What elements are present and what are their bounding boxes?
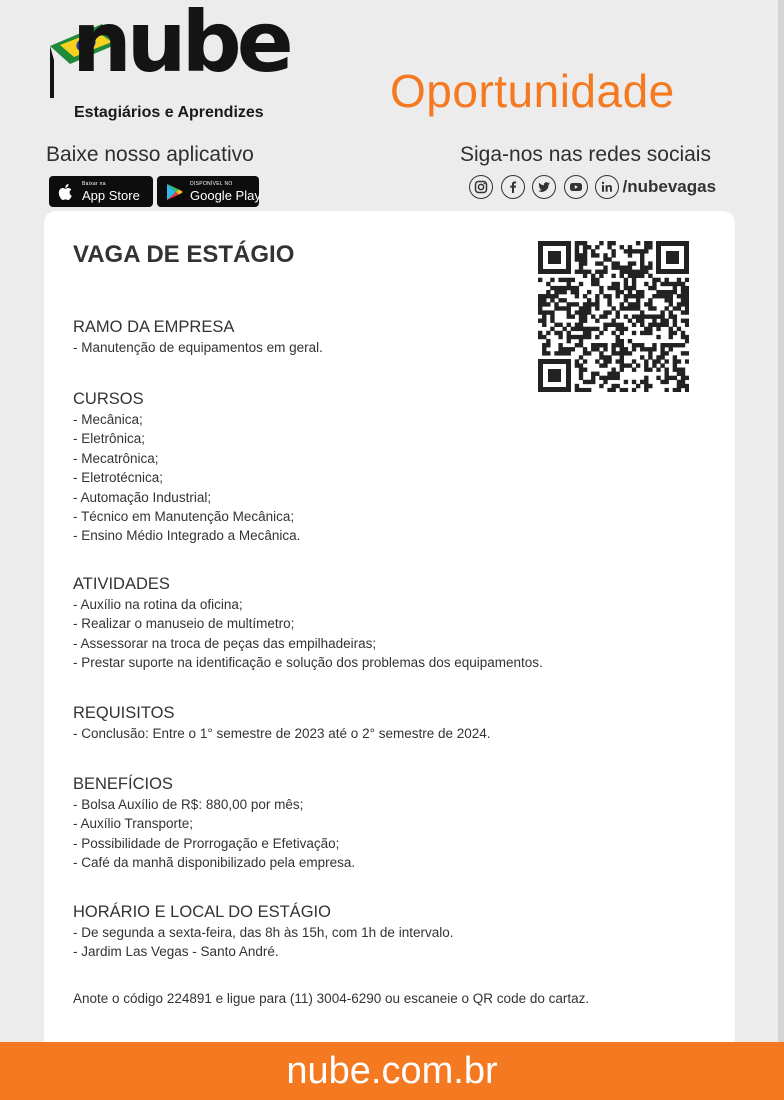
section-line: - Bolsa Auxílio de R$: 880,00 por mês; <box>73 797 304 812</box>
google-play-small-label: DISPONÍVEL NO <box>190 180 233 187</box>
contact-note: Anote o código 224891 e ligue para (11) 3004-6290 ou escaneie o QR code do cartaz. <box>73 991 590 1006</box>
google-play-icon <box>164 182 184 202</box>
app-store-small-label: Baixar na <box>82 180 106 187</box>
social-label: Siga-nos nas redes sociais <box>460 143 711 166</box>
section-horario <box>73 901 453 962</box>
twitter-icon[interactable] <box>532 175 556 199</box>
section-line: - Eletrotécnica; <box>73 470 164 486</box>
youtube-icon[interactable] <box>564 175 588 199</box>
app-store-button[interactable] <box>49 176 153 207</box>
section-line: - Jardim Las Vegas - Santo André. <box>73 944 279 960</box>
section-heading: BENEFÍCIOS <box>73 775 173 793</box>
section-line: - Manutenção de equipamentos em geral. <box>73 340 323 355</box>
section-line: - Possibilidade de Prorrogação e Efetivação; <box>73 835 340 851</box>
section-heading: HORÁRIO E LOCAL DO ESTÁGIO <box>73 903 331 921</box>
section-beneficios <box>73 773 355 873</box>
social-links <box>469 175 716 199</box>
section-line: - Mecânica; <box>73 412 143 427</box>
section-line: - Auxílio na rotina da oficina; <box>73 597 243 612</box>
section-line: - De segunda a sexta-feira, das 8h às 15h, com 1h de intervalo. <box>73 925 454 940</box>
social-handle[interactable]: /nubevagas <box>622 177 717 196</box>
section-heading: REQUISITOS <box>73 704 175 722</box>
section-ramo <box>73 316 323 357</box>
google-play-label: Google Play <box>190 187 261 203</box>
section-line: - Café da manhã disponibilizado pela empresa. <box>73 855 356 871</box>
section-line: - Ensino Médio Integrado a Mecânica. <box>73 528 301 544</box>
section-line: - Automação Industrial; <box>73 489 212 505</box>
section-line: - Conclusão: Entre o 1° semestre de 2023 até o 2° semestre de 2024. <box>73 726 491 741</box>
page-title: Oportunidade <box>390 65 675 117</box>
section-line: - Realizar o manuseio de multímetro; <box>73 616 295 632</box>
section-line: - Auxílio Transporte; <box>73 816 194 832</box>
app-download-label: Baixe nosso aplicativo <box>46 143 254 166</box>
website-link[interactable]: nube.com.br <box>286 1050 498 1092</box>
app-store-label: App Store <box>82 187 140 203</box>
instagram-icon[interactable] <box>469 175 493 199</box>
nube-logo[interactable] <box>44 0 294 126</box>
facebook-icon[interactable] <box>501 175 525 199</box>
apple-icon <box>56 182 76 202</box>
qr-code[interactable] <box>538 241 689 392</box>
section-heading: ATIVIDADES <box>73 575 170 593</box>
linkedin-icon[interactable] <box>595 175 619 199</box>
section-requisitos <box>73 702 491 743</box>
section-line: - Prestar suporte na identificação e solução dos problemas dos equipamentos. <box>73 655 543 671</box>
right-edge-bar <box>778 0 784 1100</box>
google-play-button[interactable] <box>157 176 259 207</box>
section-cursos <box>73 388 300 546</box>
section-line: - Mecatrônica; <box>73 450 159 466</box>
section-atividades <box>73 573 543 673</box>
job-title: VAGA DE ESTÁGIO <box>73 241 295 268</box>
section-line: - Eletrônica; <box>73 431 146 447</box>
section-heading: RAMO DA EMPRESA <box>73 318 235 336</box>
logo-wordmark: nube <box>72 0 289 91</box>
section-line: - Técnico em Manutenção Mecânica; <box>73 509 295 525</box>
section-heading: CURSOS <box>73 390 144 408</box>
section-line: - Assessorar na troca de peças das empilhadeiras; <box>73 635 377 651</box>
logo-tagline: Estagiários e Aprendizes <box>74 104 264 121</box>
